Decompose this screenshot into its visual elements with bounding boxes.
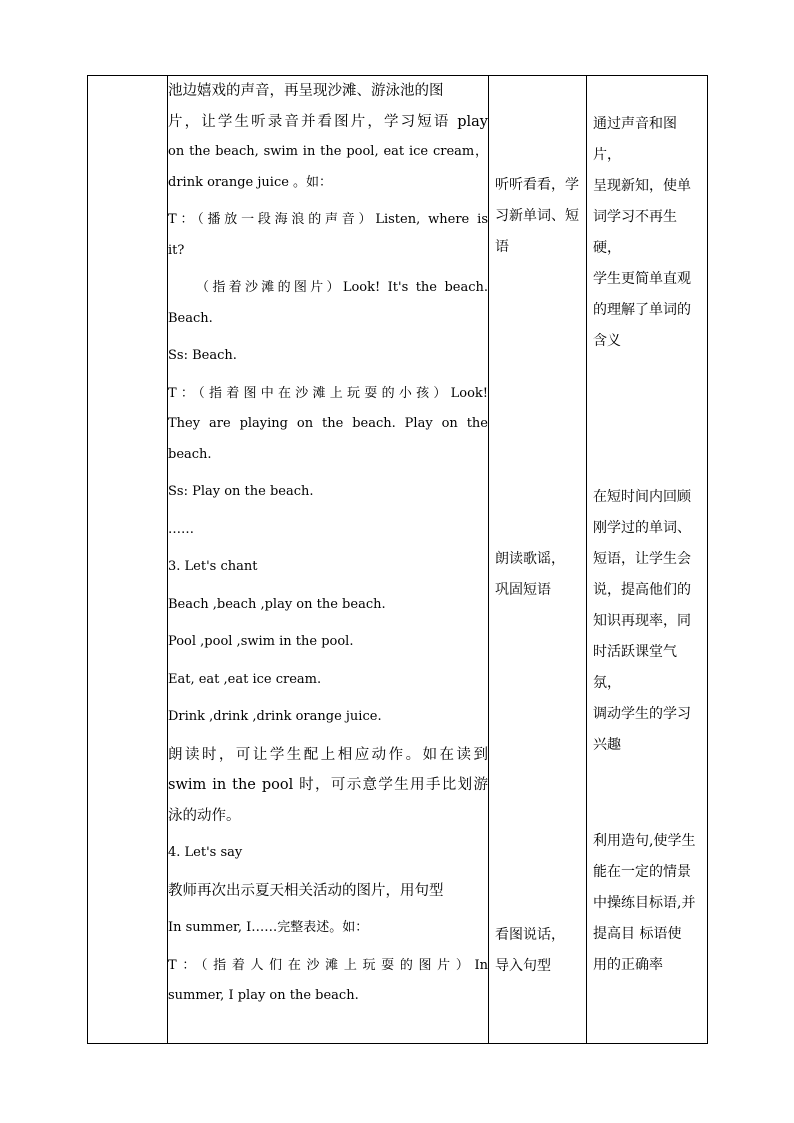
activity-block: 听听看看，学 习新单词、短 语 (495, 177, 579, 255)
process-line: Pool ,pool ,swim in the pool. (168, 634, 354, 649)
process-line: They are playing on the beach. Play on the (168, 416, 488, 431)
process-line: drink orange juice 。如： (168, 174, 333, 190)
teaching-process-cell (168, 76, 489, 1044)
process-line: 教师再次出示夏天相关活动的图片，用句型 (168, 882, 444, 899)
purpose-block: 通过声音和图片， 呈现新知，使单 词学习不再生硬， 学生更简单直观 的理解了单词的 含义 (593, 116, 691, 349)
process-line: beach. (168, 446, 212, 462)
process-line: 池边嬉戏的声音，再呈现沙滩、游泳池的图 (168, 83, 444, 99)
process-line: Beach ,beach ,play on the beach. (168, 596, 386, 612)
process-line: Drink ,drink ,drink orange juice. (168, 709, 382, 724)
process-line: Ss: Play on the beach. (168, 484, 314, 499)
process-line: on the beach, swim in the pool, eat ice cream， (168, 144, 488, 159)
process-line: swim in the pool 时，可示意学生用手比划游 (168, 777, 488, 793)
process-line: summer, I play on the beach. (168, 988, 359, 1003)
purpose-block: 在短时间内回顾 刚学过的单词、 短语，让学生会 说，提高他们的 知识再现率，同 时活跃课堂气氛， 调动学生的学习 兴趣 (593, 489, 691, 753)
stage-cell (88, 76, 168, 1044)
process-line: T：（指着图中在沙滩上玩耍的小孩）Look! (168, 385, 488, 401)
process-line: Beach. (168, 310, 213, 326)
purpose-block: 利用造句,使学生 能在一定的情景 中操练目标语,并 提高目 标语使 用的正确率 (593, 833, 696, 973)
process-line: Eat, eat ,eat ice cream. (168, 671, 322, 687)
process-line: In summer, I……完整表述。如： (168, 920, 369, 935)
process-line: 朗读时，可让学生配上相应动作。如在读到 (168, 746, 488, 763)
process-line: 3. Let's chant (168, 559, 258, 574)
process-line: 片，让学生听录音并看图片，学习短语 play (168, 113, 488, 130)
process-line: …… (168, 521, 194, 537)
process-line: T：（播放一段海浪的声音）Listen, where is (168, 212, 488, 227)
student-activity-cell (489, 76, 587, 1044)
process-line: 4. Let's say (168, 845, 243, 860)
activity-block: 朗读歌谣， 巩固短语 (495, 551, 565, 598)
process-line: Ss: Beach. (168, 348, 237, 363)
activity-block: 看图说话， 导入句型 (495, 927, 565, 974)
lesson-plan-table (87, 75, 708, 1044)
table-row (88, 76, 708, 1044)
process-line: T：（指着人们在沙滩上玩耍的图片）In (168, 957, 488, 973)
design-purpose-cell (587, 76, 708, 1044)
process-line: 泳的动作。 (168, 807, 241, 824)
process-line: it? (168, 242, 185, 258)
process-line: （指着沙滩的图片）Look! It's the beach. (196, 280, 488, 295)
